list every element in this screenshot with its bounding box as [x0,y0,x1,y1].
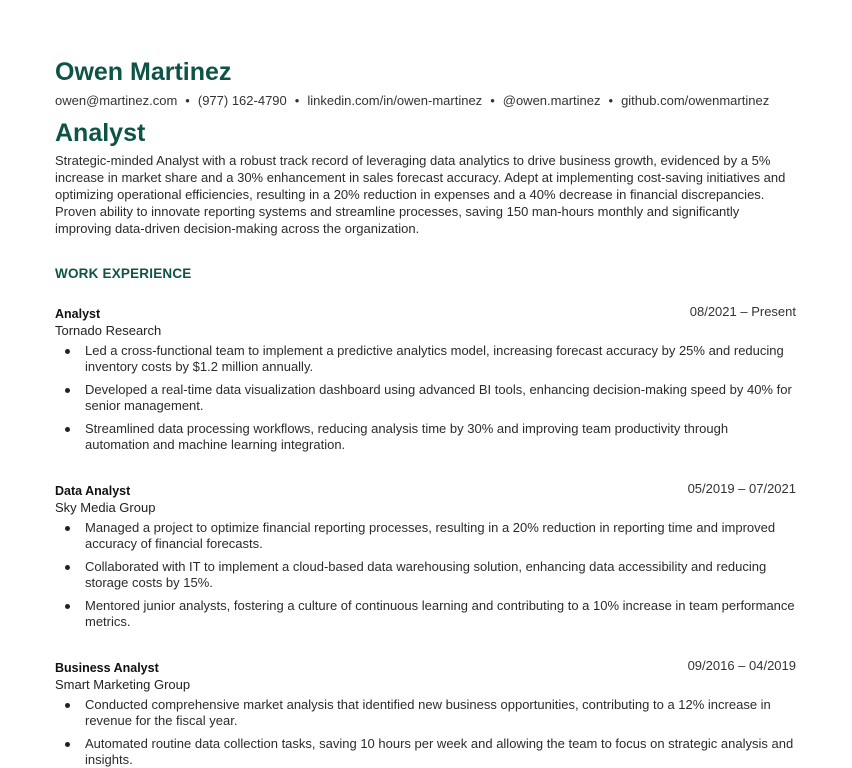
bullet-item [85,421,796,452]
bullet-dot-icon [65,742,70,747]
bullet-text: Automated routine data collection tasks, saving 10 hours per week and allowing the team to focus on strategic analysis and insights. [85,736,794,767]
job-company: Tornado Research [55,323,162,338]
contact-separator: • [294,93,300,108]
bullet-item [85,382,796,413]
bullet-dot-icon [65,388,70,393]
bullet-item [85,343,796,374]
bullet-dot-icon [65,526,70,531]
bullet-dot-icon [65,604,70,609]
job-company: Smart Marketing Group [55,677,191,692]
bullet-item [85,520,796,551]
candidate-name: Owen Martinez [55,58,232,86]
role-title: Analyst [55,119,146,147]
bullet-text: Developed a real-time data visualization dashboard using advanced BI tools, enhancing decision-making speed by 40% for senior management. [85,382,792,413]
bullet-dot-icon [65,703,70,708]
bullet-dot-icon [65,427,70,432]
job-bullets [55,520,796,629]
bullet-dot-icon [65,565,70,570]
bullet-text: Mentored junior analysts, fostering a culture of continuous learning and contributing to a 10% increase in team performance metrics. [85,598,795,629]
job-entry [55,303,796,452]
contact-separator: • [490,93,495,108]
job-dates: 05/2019 – 07/2021 [687,481,796,496]
contact-handle[interactable]: @owen.martinez [502,93,601,108]
job-company: Sky Media Group [55,500,156,515]
job-header [55,480,796,498]
job-entry [55,480,796,629]
contact-separator: • [608,93,614,108]
bullet-text: Streamlined data processing workflows, reducing analysis time by 30% and improving team productivity through automation and machine learning integration. [85,421,729,452]
bullet-text: Collaborated with IT to implement a cloud-based data warehousing solution, enhancing data accessibility and reducing storage costs by 15%. [85,559,767,590]
bullet-item [85,736,796,767]
bullet-dot-icon [65,349,70,354]
contact-line [55,92,796,110]
contact-github[interactable]: github.com/owenmartinez [621,93,770,108]
job-header [55,303,796,321]
job-entry [55,657,796,767]
resume-content [55,56,796,768]
bullet-item [85,697,796,728]
job-bullets [55,343,796,452]
contact-linkedin[interactable]: linkedin.com/in/owen-martinez [307,93,483,108]
job-title: Business Analyst [55,661,159,675]
job-title: Analyst [55,307,101,321]
job-dates: 08/2021 – Present [689,304,796,319]
bullet-item [85,598,796,629]
section-title-work-experience: WORK EXPERIENCE [55,266,192,281]
job-title: Data Analyst [55,484,131,498]
contact-phone[interactable]: (977) 162-4790 [197,93,287,108]
job-header [55,657,796,675]
job-bullets [55,697,796,767]
contact-email[interactable]: owen@martinez.com [55,93,178,108]
summary-paragraph: Strategic-minded Analyst with a robust track record of leveraging data analytics to drive business growth, evidenced by a 5% increase in market share and a 30% enhancement in sales forecast accuracy. Adept at implementing cost-saving initiatives and optimizing operational efficiencies, resulting in a 20% reduction in expenses and a 40% decrease in financial discrepancies. Proven ability to innovate reporting systems and streamline processes, saving 150 man-hours monthly and significantly improving data-driven decision-making across the organization. [55,153,786,236]
bullet-text: Managed a project to optimize financial reporting processes, resulting in a 20% reduction in reporting time and improved accuracy of financial forecasts. [85,520,776,551]
contact-separator: • [185,93,190,108]
bullet-item [85,559,796,590]
bullet-text: Led a cross-functional team to implement a predictive analytics model, increasing forecast accuracy by 25% and reducing inventory costs by $1.2 million annually. [85,343,784,374]
job-dates: 09/2016 – 04/2019 [687,658,796,673]
bullet-text: Conducted comprehensive market analysis that identified new business opportunities, contributing to a 12% increase in revenue for the fiscal year. [85,697,771,728]
